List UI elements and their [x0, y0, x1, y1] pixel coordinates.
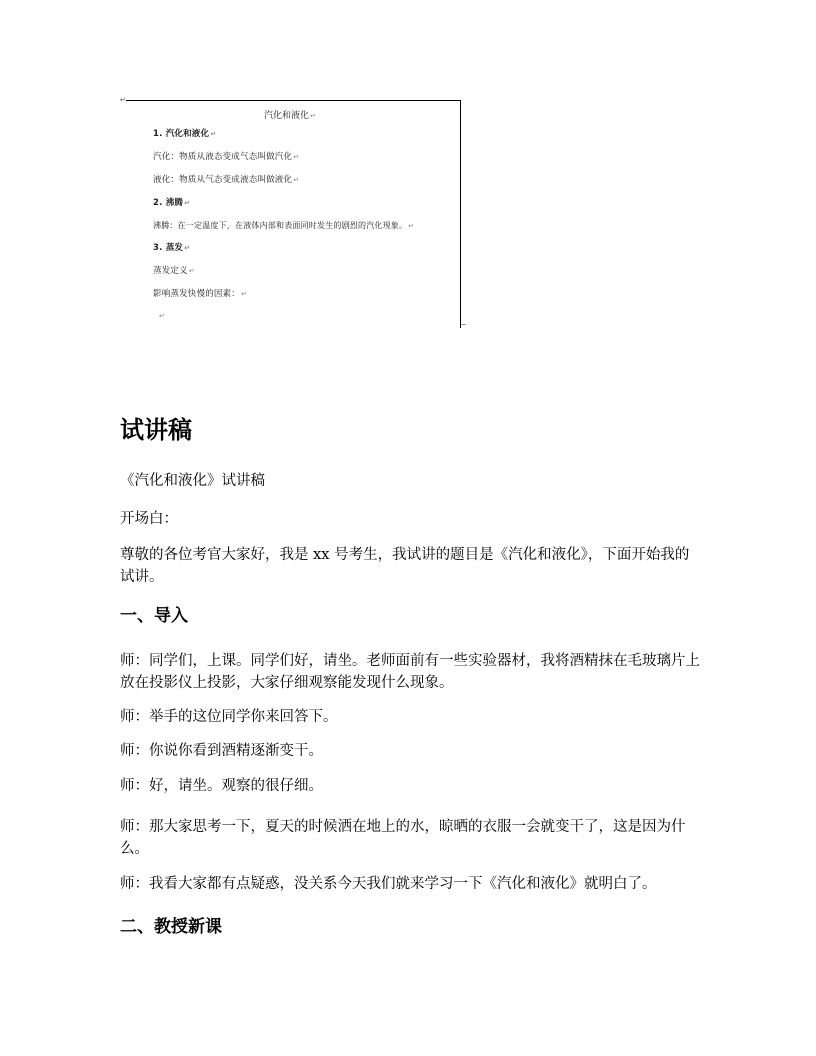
board-line: 汽化：物质从液态变成气态叫做汽化↵ — [153, 152, 300, 162]
section-heading-new-lesson: 二、教授新课 — [120, 917, 222, 937]
paragraph: 师：好，请坐。观察的很仔细。 — [120, 778, 323, 794]
board-line: ↵ — [159, 312, 166, 320]
page-title: 试讲稿 — [120, 416, 192, 444]
board-title: 汽化和液化↵ — [264, 111, 316, 121]
board-line: 2. 沸腾↵ — [153, 198, 191, 208]
frame-tail-mark — [461, 324, 466, 325]
paragraph: 师：你说你看到酒精逐渐变干。 — [120, 743, 323, 759]
board-line: 蒸发定义↵ — [153, 266, 195, 276]
paragraph: 师：举手的这位同学你来回答下。 — [120, 709, 338, 725]
board-line: 液化：物质从气态变成液态叫做液化↵ — [153, 175, 300, 185]
board-line: 影响蒸发快慢的因素：↵ — [153, 289, 248, 299]
blackboard-design-image — [120, 96, 466, 332]
opening-label: 开场白： — [120, 511, 178, 527]
board-line: 1. 汽化和液化↵ — [153, 129, 217, 139]
frame-right-border — [460, 100, 461, 328]
section-heading-intro: 一、导入 — [120, 606, 188, 626]
corner-return-mark: ↵ — [120, 96, 126, 104]
paragraph: 师：同学们，上课。同学们好，请坐。老师面前有一些实验器材，我将酒精抹在毛玻璃片上放在投影仪上投影，大家仔细观察能发现什么现象。 — [120, 653, 700, 691]
board-line: 3. 蒸发↵ — [153, 243, 191, 253]
paragraph: 师：我看大家都有点疑惑，没关系今天我们就来学习一下《汽化和液化》就明白了。 — [120, 876, 657, 892]
paragraph: 师：那大家思考一下，夏天的时候洒在地上的水，晾晒的衣服一会就变干了，这是因为什么。 — [120, 819, 686, 857]
return-mark: ↵ — [310, 112, 316, 120]
frame-top-border — [126, 100, 461, 101]
board-line: 沸腾：在一定温度下，在液体内部和表面同时发生的剧烈的汽化现象。↵ — [153, 221, 415, 230]
opening-paragraph: 尊敬的各位考官大家好，我是 xx 号考生，我试讲的题目是《汽化和液化》，下面开始我的试讲。 — [120, 547, 690, 585]
subtitle: 《汽化和液化》试讲稿 — [120, 473, 265, 489]
